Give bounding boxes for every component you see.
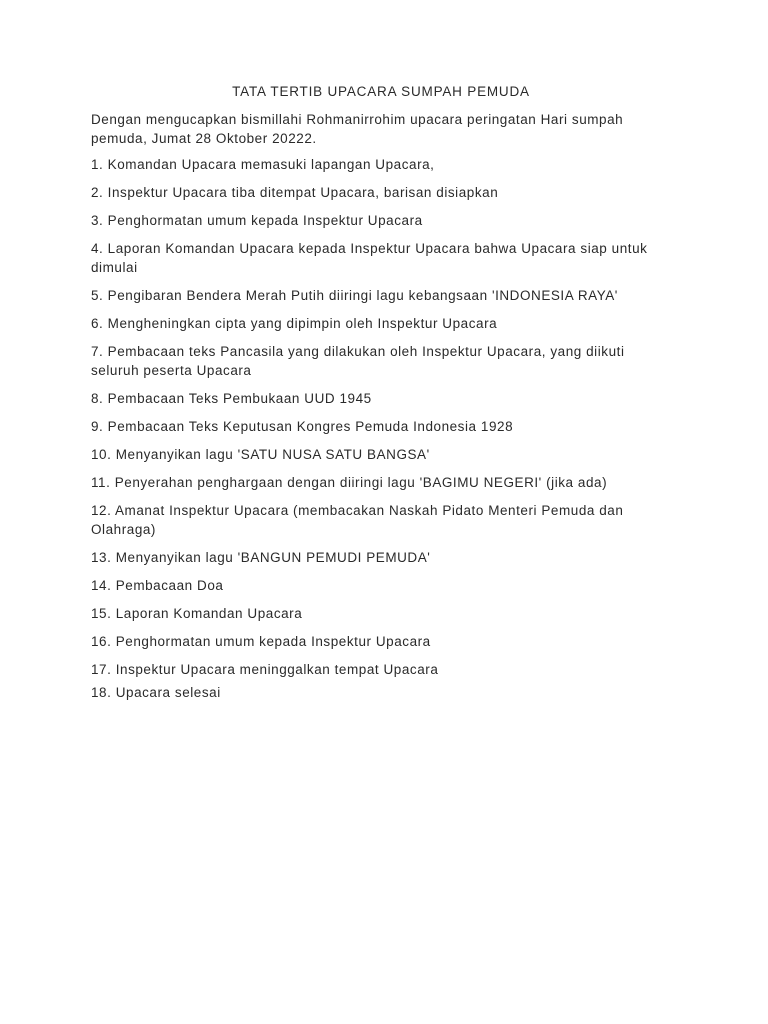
list-item: 14. Pembacaan Doa — [91, 578, 224, 593]
list-item: 1. Komandan Upacara memasuki lapangan Upacara, — [91, 157, 435, 172]
list-item: 17. Inspektur Upacara meninggalkan tempat Upacara — [91, 662, 439, 677]
list-item: 2. Inspektur Upacara tiba ditempat Upacara, barisan disiapkan — [91, 185, 499, 200]
document-intro: Dengan mengucapkan bismillahi Rohmanirrohim upacara peringatan Hari sumpah pemuda, Jumat 28 Oktober 20222. — [91, 112, 624, 146]
list-item: 18. Upacara selesai — [91, 685, 221, 700]
list-item: 4. Laporan Komandan Upacara kepada Inspektur Upacara bahwa Upacara siap untuk dimulai — [91, 241, 648, 275]
list-item: 10. Menyanyikan lagu 'SATU NUSA SATU BANGSA' — [91, 447, 430, 462]
list-item: 15. Laporan Komandan Upacara — [91, 606, 303, 621]
list-item: 12. Amanat Inspektur Upacara (membacakan Naskah Pidato Menteri Pemuda dan Olahraga) — [91, 503, 624, 537]
document-content — [91, 82, 671, 711]
list-item: 8. Pembacaan Teks Pembukaan UUD 1945 — [91, 391, 372, 406]
list-item: 5. Pengibaran Bendera Merah Putih diiringi lagu kebangsaan 'INDONESIA RAYA' — [91, 288, 618, 303]
list-item: 13. Menyanyikan lagu 'BANGUN PEMUDI PEMUDA' — [91, 550, 431, 565]
list-item: 11. Penyerahan penghargaan dengan diiringi lagu 'BAGIMU NEGERI' (jika ada) — [91, 475, 608, 490]
list-item: 3. Penghormatan umum kepada Inspektur Upacara — [91, 213, 423, 228]
list-item: 7. Pembacaan teks Pancasila yang dilakukan oleh Inspektur Upacara, yang diikuti seluruh peserta Upacara — [91, 344, 625, 378]
list-item: 9. Pembacaan Teks Keputusan Kongres Pemuda Indonesia 1928 — [91, 419, 514, 434]
list-item: 16. Penghormatan umum kepada Inspektur Upacara — [91, 634, 431, 649]
document-title: TATA TERTIB UPACARA SUMPAH PEMUDA — [232, 84, 530, 99]
list-item: 6. Mengheningkan cipta yang dipimpin oleh Inspektur Upacara — [91, 316, 498, 331]
